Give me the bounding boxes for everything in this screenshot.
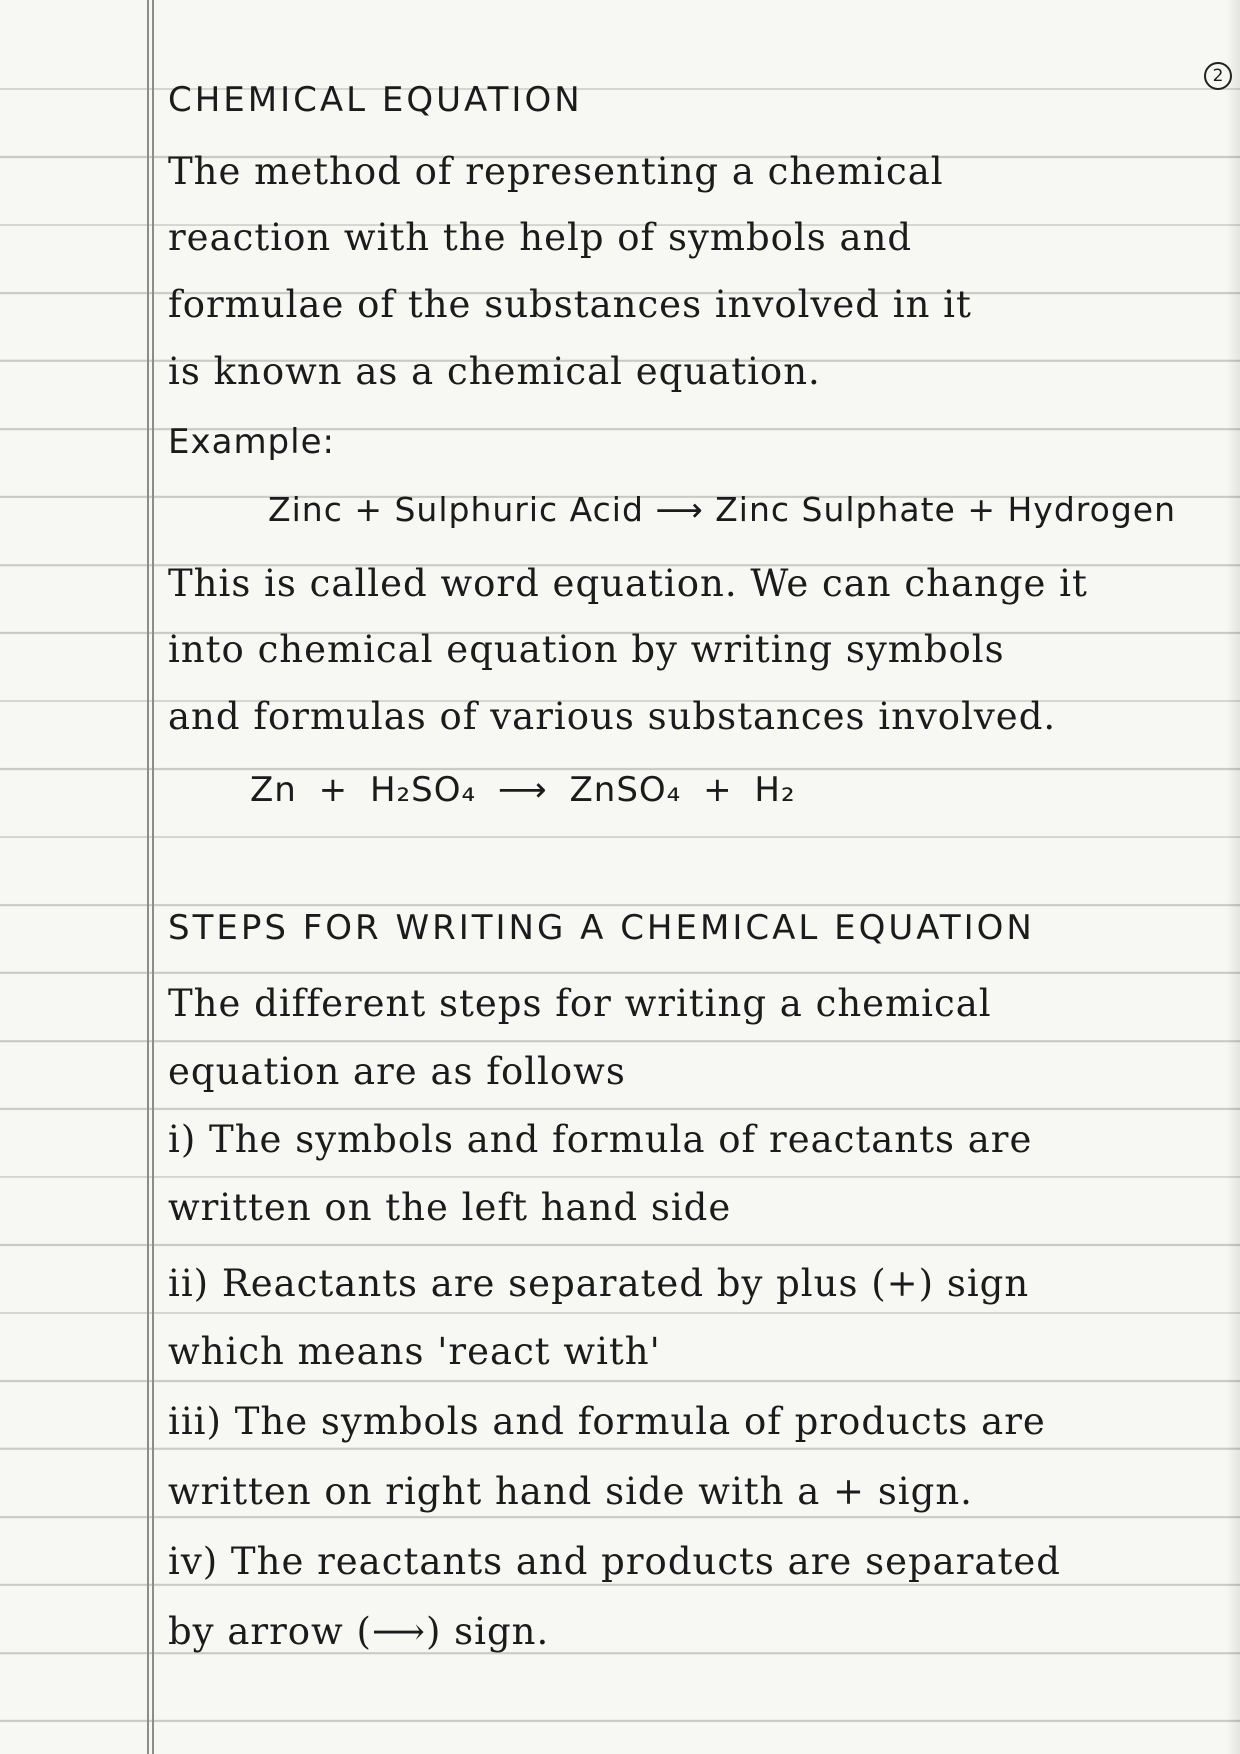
step-line: ii) Reactants are separated by plus (+) sign [168,1262,1030,1305]
word-equation: Zinc + Sulphuric Acid ⟶ Zinc Sulphate + Hydrogen [268,490,1176,529]
intro-line: The different steps for writing a chemical [168,982,992,1025]
definition-line: The method of representing a chemical [168,150,944,193]
step-line: iv) The reactants and products are separated [168,1540,1061,1583]
intro-line: equation are as follows [168,1050,626,1093]
explanation-line: and formulas of various substances involved. [168,695,1057,738]
explanation-line: This is called word equation. We can change it [168,562,1088,605]
example-label: Example: [168,422,335,462]
step-line: written on the left hand side [168,1186,732,1229]
step-line: i) The symbols and formula of reactants are [168,1118,1033,1161]
page-edge-shadow [1226,0,1240,1754]
definition-line: reaction with the help of symbols and [168,216,913,259]
step-line: written on right hand side with a + sign. [168,1470,973,1513]
step-line: which means 'react with' [168,1330,661,1373]
definition-line: is known as a chemical equation. [168,350,821,393]
definition-line: formulae of the substances involved in it [168,283,972,326]
section-heading: CHEMICAL EQUATION [168,80,583,120]
margin-line [147,0,149,1754]
margin-line [152,0,154,1754]
page-number: 2 [1204,62,1232,90]
explanation-line: into chemical equation by writing symbols [168,628,1005,671]
chemical-equation: Zn + H₂SO₄ ⟶ ZnSO₄ + H₂ [250,770,796,810]
section-heading: STEPS FOR WRITING A CHEMICAL EQUATION [168,908,1035,948]
step-line: by arrow (⟶) sign. [168,1610,550,1653]
step-line: iii) The symbols and formula of products are [168,1400,1046,1443]
